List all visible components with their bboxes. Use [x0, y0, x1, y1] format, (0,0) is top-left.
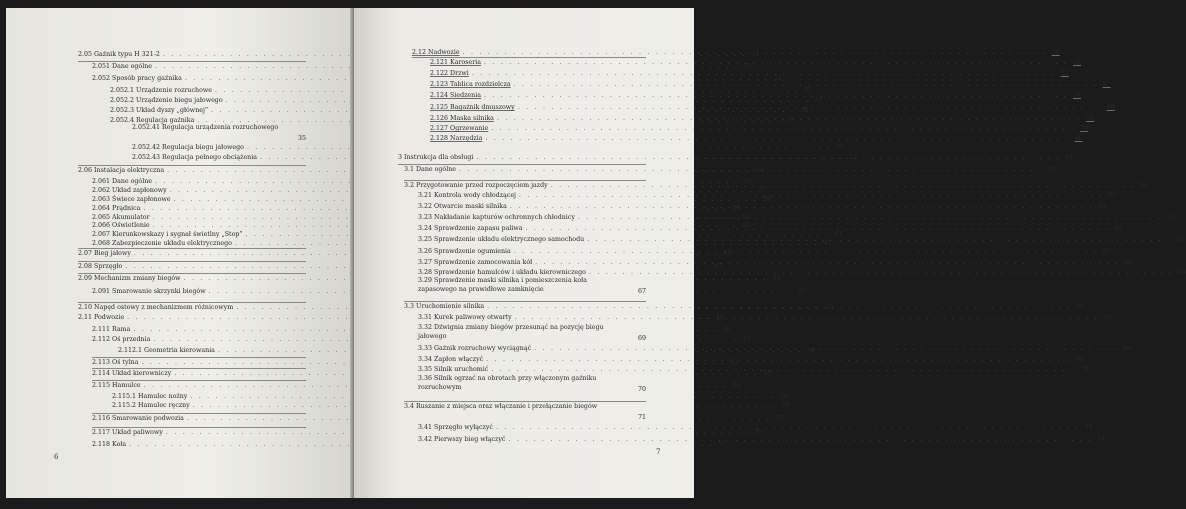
toc-entry-page: 65 — [1102, 248, 1111, 255]
dot-leader — [484, 91, 1068, 101]
toc-entry-label: 3.36 Silnik ogrzać na obrotach przy włączonym gaźniku rozruchowym — [418, 375, 597, 391]
toc-entry-page: 69 — [1103, 314, 1112, 321]
toc-entry — [418, 323, 646, 343]
toc-entry-label: 3.35 Silnik uruchomić — [418, 366, 489, 373]
section-divider — [398, 164, 646, 165]
toc-entry-label: 2.064 Prądnica — [92, 205, 141, 212]
toc-entry-page: 70 — [1080, 366, 1089, 373]
section-divider — [78, 248, 306, 249]
toc-entry — [110, 96, 823, 106]
toc-entry-label: 3.33 Gaźnik rozruchowy wyciągnąć — [418, 345, 532, 352]
toc-entry-page: 59 — [1085, 115, 1094, 122]
section-divider — [404, 301, 646, 302]
toc-entry-label: 2.128 Narzędzia — [430, 135, 483, 142]
toc-entry-page: 62 — [1139, 182, 1148, 189]
toc-entry-page: 31 — [744, 63, 753, 70]
dot-leader — [496, 423, 1080, 433]
section-divider — [78, 261, 306, 262]
section-divider — [78, 61, 306, 62]
dot-leader — [514, 247, 1098, 257]
toc-entry-label: 3.31 Kurek paliwowy otwarty — [418, 314, 512, 321]
toc-entry-label: 2.114 Układ kierowniczy — [92, 370, 172, 377]
toc-entry-page: 50 — [806, 347, 815, 354]
section-divider — [78, 302, 306, 303]
toc-entry-label: 3.26 Sprawdzenie ogumienia — [418, 248, 511, 255]
toc-entry-label: 2.12 Nadwozie — [412, 49, 460, 56]
toc-entry-page: 59 — [1080, 125, 1089, 132]
toc-entry-page: 35 — [835, 144, 844, 151]
toc-entry-page: 64 — [1166, 214, 1175, 221]
toc-entry — [132, 123, 306, 143]
toc-entry-label: 2.123 Tablica rozdzielcza — [430, 81, 511, 88]
toc-entry-page: 47 — [797, 288, 806, 295]
toc-entry-label: 2.11 Podwozie — [78, 314, 125, 321]
toc-entry-label: 3.3 Uruchomienie silnika — [404, 303, 485, 310]
toc-entry-page: 62 — [1108, 192, 1117, 199]
toc-entry — [430, 80, 1111, 90]
toc-entry-label: 3.4 Ruszanie z miejsca oraz włączanie i przełączanie biegów — [404, 403, 598, 410]
section-divider — [92, 357, 306, 358]
section-divider — [78, 165, 306, 166]
toc-entry-label: 3.21 Kontrola wody chłodzącej — [418, 192, 516, 199]
toc-entry — [92, 440, 727, 450]
toc-entry-label: 2.116 Smarowanie podwozia — [92, 415, 184, 422]
section-divider — [92, 368, 306, 369]
toc-entry-label: 3.29 Sprawdzenie maski silnika i pomieszczenia koła zapasowego na prawidłowe zamknięcie — [418, 277, 587, 293]
toc-entry-page: 56 — [1073, 59, 1082, 66]
dot-leader — [589, 268, 1173, 278]
toc-entry-page: 55 — [781, 402, 790, 409]
toc-entry-label: 2.052.2 Urządzenie biegu jałowego — [110, 97, 223, 104]
book-spread — [6, 8, 1186, 498]
dot-leader — [485, 134, 1069, 144]
toc-entry — [430, 134, 1083, 144]
toc-entry — [78, 274, 781, 284]
toc-entry-page: 62 — [1098, 203, 1107, 210]
toc-entry-page: 71 — [637, 414, 646, 421]
toc-entry-page: 54 — [732, 382, 741, 389]
toc-entry-label: 2.124 Siedzenia — [430, 92, 481, 99]
toc-entry — [430, 124, 1089, 134]
toc-entry-label: 2.122 Drzwi — [430, 70, 469, 77]
dot-leader — [526, 224, 1110, 234]
dot-leader — [491, 124, 1075, 134]
toc-entry — [92, 428, 763, 438]
toc-entry-label: 2.06 Instalacja elektryczna — [78, 167, 165, 174]
toc-entry — [132, 143, 844, 153]
toc-entry-label: 2.115 Hamulce — [92, 382, 141, 389]
toc-entry-label: 2.115.1 Hamulec nożny — [112, 393, 188, 400]
toc-entry-page: 54 — [779, 393, 788, 400]
toc-entry — [418, 276, 646, 296]
toc-entry-label: 2.066 Oświetlenie — [92, 222, 150, 229]
toc-entry-page: 35 — [849, 154, 858, 161]
toc-entry-label: 3.25 Sprawdzenie układu elektrycznego samochodu — [418, 236, 585, 243]
toc-entry-label: 2.052.4 Regulacja gaźnika — [110, 117, 195, 124]
toc-entry-page: 59 — [1106, 104, 1115, 111]
toc-entry-page: 34 — [800, 107, 809, 114]
toc-entry-label: 2.061 Dane ogólne — [92, 178, 153, 185]
toc-entry-page: 69 — [1123, 345, 1132, 352]
toc-entry-label: 2.115.2 Hamulec ręczny — [112, 402, 190, 409]
toc-entry-page: 40 — [741, 214, 750, 221]
section-divider — [404, 401, 646, 402]
dot-leader — [514, 80, 1098, 90]
toc-entry-page: 48 — [716, 314, 725, 321]
toc-entry-label: 3.27 Sprawdzenie zamocowania kół — [418, 259, 533, 266]
toc-entry-label: 2.126 Maska silnika — [430, 115, 494, 122]
toc-entry-page: 57 — [1060, 70, 1069, 77]
toc-entry-label: 2.065 Akumulator — [92, 214, 150, 221]
dot-leader — [487, 302, 1071, 312]
section-divider — [92, 413, 306, 414]
toc-entry-page: 53 — [763, 370, 772, 377]
toc-entry-page: 41 — [834, 231, 843, 238]
toc-entry-label: 3 Instrukcja dla obsługi — [398, 154, 474, 161]
toc-entry-label: 2.127 Ogrzewanie — [430, 125, 489, 132]
toc-entry-label: 3.32 Dźwignia zmiany biegów przesunąć na pozycję biegu jałowego — [418, 324, 604, 340]
toc-entry-page: 52 — [730, 359, 739, 366]
toc-entry-page: 56 — [1051, 49, 1060, 56]
toc-entry-label: 2.067 Kierunkowskazy i sygnał świetlny „Stop” — [92, 231, 243, 238]
toc-entry-label: 2.051 Dane ogólne — [92, 63, 153, 70]
toc-entry-page: 36 — [756, 167, 765, 174]
toc-entry-label: 3.22 Otwarcie maski silnika — [418, 203, 507, 210]
section-divider — [404, 180, 646, 181]
toc-entry-page: 66 — [1177, 269, 1186, 276]
toc-entry-label: 2.052 Sposób pracy gaźnika — [92, 75, 182, 82]
dot-leader — [534, 344, 1118, 354]
toc-entry — [92, 74, 782, 84]
dot-leader — [587, 235, 1171, 245]
toc-entry-label: 2.118 Koła — [92, 441, 127, 448]
toc-entry-page: 57 — [1102, 81, 1111, 88]
toc-entry-page: 40 — [741, 222, 750, 229]
toc-entry-label: 2.063 Świece zapłonowe — [92, 196, 171, 203]
dot-leader — [535, 258, 1119, 268]
dot-leader — [484, 58, 1068, 68]
toc-entry-label: 3.23 Nakładanie kapturów ochronnych chłodnicy — [418, 214, 575, 221]
toc-entry-label: 2.113 Oś tylna — [92, 359, 139, 366]
toc-entry-label: 3.28 Sprawdzenie hamulców i układu kierowniczego — [418, 269, 586, 276]
toc-entry-page: 35 — [297, 135, 306, 142]
toc-entry-label: 2.062 Układ zapłonowy — [92, 187, 167, 194]
toc-entry-page: 71 — [1097, 436, 1106, 443]
toc-entry-page: 48 — [722, 326, 731, 333]
dot-leader — [476, 153, 1060, 163]
toc-entry-page: 69 — [1075, 356, 1084, 363]
toc-entry-page: 66 — [1124, 259, 1133, 266]
toc-entry-label: 2.052.1 Urządzenie rozruchowe — [110, 87, 212, 94]
toc-entry-page: 70 — [637, 386, 646, 393]
toc-entry-page: 55 — [775, 415, 784, 422]
page-number: 7 — [656, 448, 661, 456]
toc-entry-label: 3.2 Przygotowanie przed rozpoczęciem jazdy — [404, 182, 548, 189]
toc-entry-page: 67 — [637, 288, 646, 295]
dot-leader — [472, 69, 1056, 79]
toc-entry-label: 2.05 Gaźnik typu H 321-2 — [78, 51, 160, 58]
toc-entry-label: 3.42 Pierwszy bieg włączyć — [418, 436, 506, 443]
dot-leader — [551, 181, 1135, 191]
toc-entry-page: 60 — [1074, 135, 1083, 142]
toc-entry-page: 32 — [804, 87, 813, 94]
toc-entry-page: 39 — [732, 205, 741, 212]
toc-entry-label: 2.08 Sprzęgło — [78, 263, 123, 270]
toc-entry-page: 35 — [786, 117, 795, 124]
toc-entry-label: 2.052.42 Regulacja biegu jałowego — [132, 144, 244, 151]
toc-entry-label: 2.068 Zabezpieczenie układu elektrycznego — [92, 240, 232, 247]
toc-entry-page: 65 — [1114, 225, 1123, 232]
toc-entry-label: 2.125 Bagażnik dmuszowy — [430, 104, 515, 111]
toc-entry — [418, 374, 646, 394]
toc-entry-page: 55 — [718, 441, 727, 448]
toc-entry-page: 49 — [742, 336, 751, 343]
dot-leader — [510, 202, 1094, 212]
dot-leader — [486, 355, 1070, 365]
toc-entry-page: 36 — [744, 178, 753, 185]
dot-leader — [578, 213, 1162, 223]
toc-entry-page: 65 — [1176, 236, 1185, 243]
toc-entry-label: 2.07 Bieg jałowy — [78, 250, 131, 257]
toc-entry-label: 2.112.1 Geometria kierowania — [118, 347, 215, 354]
toc-entry-page: 43 — [714, 263, 723, 270]
toc-entry-page: 71 — [1084, 424, 1093, 431]
toc-entry-label: 2.052.3 Układ dyszy „głównej” — [110, 107, 209, 114]
toc-entry — [404, 402, 646, 422]
toc-entry-label: 2.09 Mechanizm zmiany biegów — [78, 275, 181, 282]
toc-entry-label: 3.24 Sprawdzenie zapasu paliwa — [418, 225, 523, 232]
section-divider — [92, 427, 306, 428]
toc-entry-label: 2.10 Napęd ostowy z mechanizmem różnicowym — [78, 304, 234, 311]
toc-entry-label: 2.112 Oś przednia — [92, 336, 151, 343]
dot-leader — [459, 165, 1043, 175]
toc-entry-label: 3.34 Zapłon włączyć — [418, 356, 484, 363]
toc-entry-page: 61 — [1065, 154, 1074, 161]
toc-entry-label: 2.091 Smarowanie skrzynki biegów — [92, 288, 206, 295]
toc-entry-page: 37 — [758, 187, 767, 194]
toc-entry-label: 3.41 Sprzęgło wyłączyć — [418, 424, 493, 431]
page-number: 6 — [54, 453, 59, 461]
dot-leader — [518, 103, 1102, 113]
toc-entry-label: 2.121 Karoseria — [430, 59, 482, 66]
toc-entry-page: 42 — [722, 250, 731, 257]
toc-entry-label: 2.117 Układ paliwowy — [92, 429, 163, 436]
toc-entry-label: 2.111 Rama — [92, 326, 131, 333]
dot-leader — [519, 191, 1103, 201]
dot-leader — [508, 435, 1092, 445]
section-divider — [412, 57, 646, 58]
toc-entry-page: 68 — [1076, 303, 1085, 310]
section-divider — [92, 380, 306, 381]
dot-leader — [497, 114, 1081, 124]
toc-entry-page: 58 — [1073, 92, 1082, 99]
toc-entry-page: 38 — [762, 196, 771, 203]
toc-entry-page: 48 — [825, 304, 834, 311]
toc-entry-page: 32 — [773, 75, 782, 82]
dot-leader — [515, 313, 1099, 323]
toc-entry-label: 2.052.43 Regulacja pełnego obciążenia — [132, 154, 257, 161]
toc-entry-label: 3.1 Dane ogólne — [404, 166, 457, 173]
toc-entry-page: 69 — [637, 335, 646, 342]
toc-entry-page: 41 — [823, 240, 832, 247]
toc-entry-page: 33 — [814, 97, 823, 104]
toc-entry-label: 2.052.41 Regulacja urządzenia rozruchowego — [132, 124, 279, 131]
toc-entry-page: 62 — [1048, 166, 1057, 173]
section-divider — [78, 273, 306, 274]
toc-entry-page: 55 — [754, 429, 763, 436]
toc-entry-page: 31 — [751, 51, 760, 58]
toc-entry-page: 44 — [772, 275, 781, 282]
